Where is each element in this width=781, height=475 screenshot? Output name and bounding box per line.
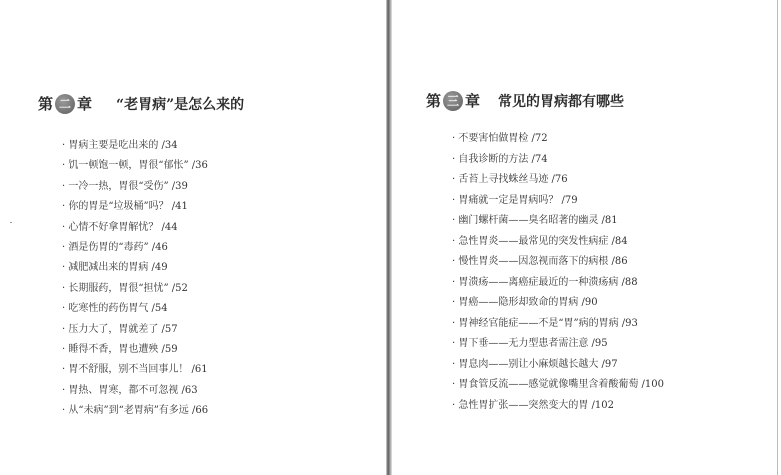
toc-item[interactable]: · 长期服药，胃很“担忧” /52 (62, 279, 208, 299)
toc-item[interactable]: · 胃病主要是吃出来的 /34 (62, 136, 208, 156)
scan-speck (10, 222, 12, 223)
toc-item[interactable]: · 你的胃是“垃圾桶”吗？ /41 (62, 197, 208, 217)
toc-item[interactable]: · 胃不舒服，别不当回事儿！ /61 (62, 360, 208, 380)
toc-list (62, 136, 208, 422)
toc-item[interactable]: · 睡得不香，胃也遭殃 /59 (62, 340, 208, 360)
toc-item[interactable]: · 幽门螺杆菌——臭名昭著的幽灵 /81 (452, 211, 664, 232)
chapter-suffix: 章 (77, 95, 93, 113)
toc-item[interactable]: · 胃癌——隐形却致命的胃病 /90 (452, 293, 664, 314)
toc-item[interactable]: · 从“未病”到“老胃病”有多远 /66 (62, 401, 208, 421)
toc-item[interactable]: · 胃痛就一定是胃病吗？ /79 (452, 191, 664, 212)
chapter-suffix: 章 (465, 92, 481, 110)
chapter-number-badge: 二 (55, 94, 75, 114)
toc-item[interactable]: · 急性胃扩张——突然变大的胃 /102 (452, 396, 664, 417)
toc-item[interactable]: · 胃神经官能症——不是“胃”病的胃病 /93 (452, 314, 664, 335)
chapter-prefix: 第 (38, 95, 54, 113)
toc-item[interactable]: · 慢性胃炎——因忽视而落下的病根 /86 (452, 252, 664, 273)
chapter-heading (38, 93, 244, 114)
toc-item[interactable]: · 一冷一热，胃很“受伤” /39 (62, 177, 208, 197)
toc-item[interactable]: · 胃热、胃寒，都不可忽视 /63 (62, 381, 208, 401)
toc-item[interactable]: · 自我诊断的方法 /74 (452, 150, 664, 171)
toc-item[interactable]: · 酒是伤胃的“毒药” /46 (62, 238, 208, 258)
left-page (0, 0, 386, 475)
toc-item[interactable]: · 胃下垂——无力型患者需注意 /95 (452, 334, 664, 355)
toc-item[interactable]: · 胃食管反流——感觉就像嘴里含着酸葡萄 /100 (452, 375, 664, 396)
chapter-heading (426, 90, 624, 111)
toc-item[interactable]: · 不要害怕做胃检 /72 (452, 129, 664, 150)
toc-item[interactable]: · 舌苔上寻找蛛丝马迹 /76 (452, 170, 664, 191)
toc-list (452, 129, 664, 416)
page-edge-line (777, 0, 778, 475)
toc-item[interactable]: · 减肥减出来的胃病 /49 (62, 258, 208, 278)
chapter-number-badge: 三 (443, 91, 463, 111)
toc-item[interactable]: · 心情不好拿胃解忧？ /44 (62, 218, 208, 238)
chapter-title: “老胃病”是怎么来的 (116, 96, 245, 113)
toc-item[interactable]: · 急性胃炎——最常见的突发性病症 /84 (452, 232, 664, 253)
toc-item[interactable]: · 胃息肉——别让小麻烦越长越大 /97 (452, 355, 664, 376)
toc-item[interactable]: · 压力大了，胃就差了 /57 (62, 320, 208, 340)
toc-item[interactable]: · 吃寒性的药伤胃气 /54 (62, 299, 208, 319)
chapter-prefix: 第 (426, 92, 442, 110)
toc-item[interactable]: · 饥一顿饱一顿，胃很“郁怅” /36 (62, 156, 208, 176)
chapter-title: 常见的胃病都有哪些 (498, 93, 625, 110)
toc-item[interactable]: · 胃溃疡——离癌症最近的一种溃疡病 /88 (452, 273, 664, 294)
